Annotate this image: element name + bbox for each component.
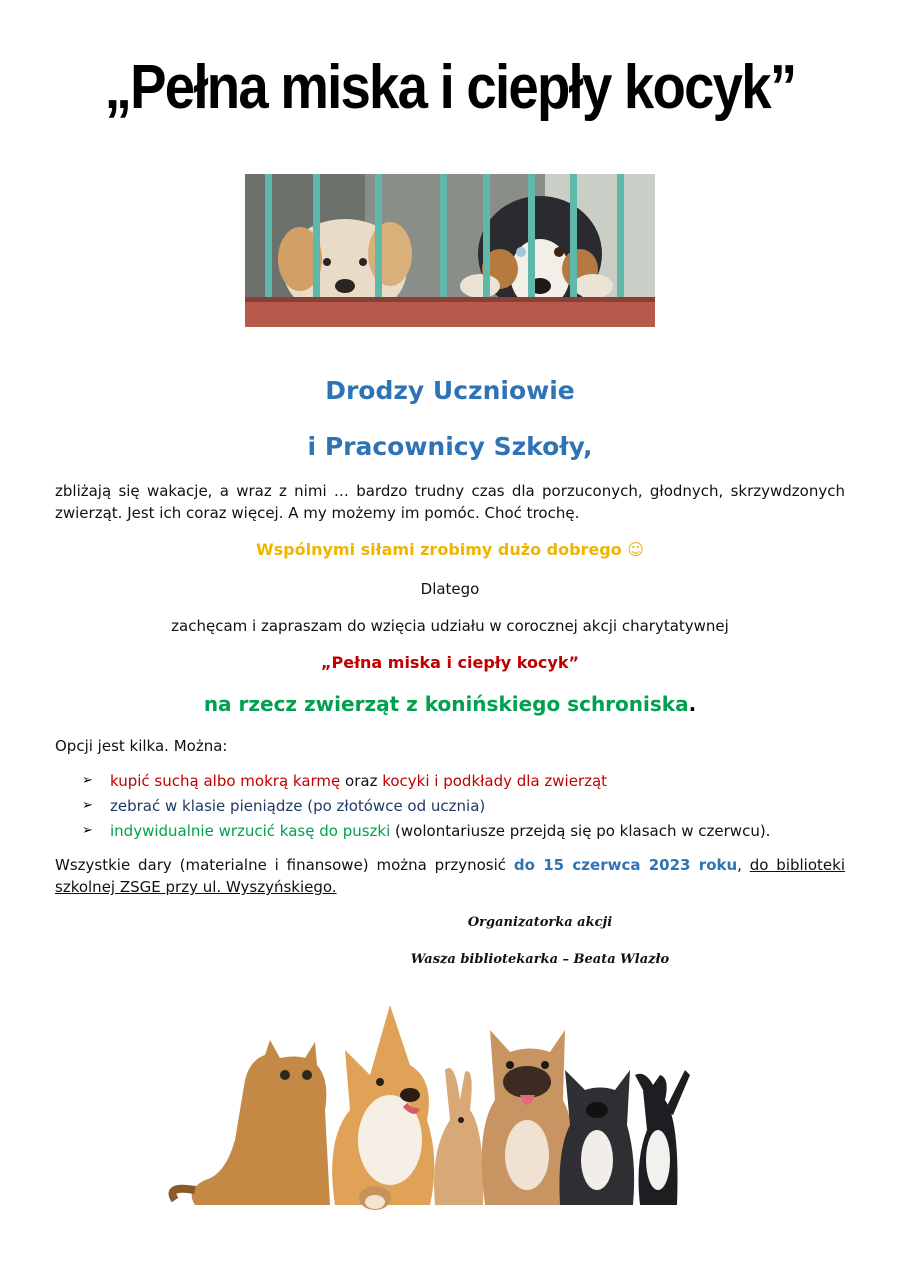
action-name: „Pełna miska i ciepły kocyk” bbox=[320, 653, 579, 672]
option-box: indywidualnie wrzucić kasę do puszki bbox=[110, 822, 391, 840]
donations-place: do biblioteki szkolnej ZSGE przy ul. Wyszyńskiego. bbox=[55, 856, 845, 896]
list-item bbox=[82, 770, 770, 795]
greeting-line-2: i Pracownicy Szkoły, bbox=[307, 432, 593, 461]
option-text bbox=[110, 820, 770, 842]
option-money: zebrać w klasie pieniądze (po złotówce od ucznia) bbox=[110, 797, 486, 815]
together-slogan: Wspólnymi siłami zrobimy dużo dobrego ☺ bbox=[256, 540, 644, 559]
options-intro: Opcji jest kilka. Można: bbox=[55, 737, 228, 755]
poster-title: „Pełna miska i ciepły kocyk” bbox=[104, 53, 796, 122]
option-blankets: kocyki i podkłady dla zwierząt bbox=[382, 772, 608, 790]
option-connector: oraz bbox=[340, 772, 383, 790]
donations-comma: , bbox=[737, 856, 750, 874]
signature-role: Organizatorka akcji bbox=[467, 915, 613, 930]
purpose-text: na rzecz zwierząt z konińskiego schroniska bbox=[203, 692, 689, 716]
arrow-bullet-icon: ➢ bbox=[82, 823, 93, 838]
options-list bbox=[82, 770, 770, 845]
purpose-dot: . bbox=[688, 692, 697, 716]
list-item bbox=[82, 820, 770, 845]
option-text bbox=[110, 770, 607, 792]
greeting-line-1: Drodzy Uczniowie bbox=[325, 376, 575, 405]
dogs-behind-bars-photo bbox=[245, 174, 655, 327]
list-item bbox=[82, 795, 770, 820]
arrow-bullet-icon: ➢ bbox=[82, 773, 93, 788]
dlatego-line: Dlatego bbox=[420, 580, 480, 598]
option-food: kupić suchą albo mokrą karmę bbox=[110, 772, 341, 790]
deadline-date: do 15 czerwca 2023 roku bbox=[513, 856, 738, 874]
signature-name: Wasza bibliotekarka – Beata Wlazło bbox=[410, 952, 670, 967]
purpose-line bbox=[0, 692, 900, 716]
option-box-note: (wolontariusze przejdą się po klasach w czerwcu). bbox=[390, 822, 771, 840]
arrow-bullet-icon: ➢ bbox=[82, 798, 93, 813]
pets-group-photo bbox=[165, 990, 725, 1220]
donations-paragraph bbox=[55, 854, 845, 898]
invitation-line: zachęcam i zapraszam do wzięcia udziału w corocznej akcji charytatywnej bbox=[171, 617, 729, 635]
intro-paragraph: zbliżają się wakacje, a wraz z nimi … bardzo trudny czas dla porzuconych, głodnych, skrzywdzonych zwierząt. Jest ich coraz więcej. A my możemy im pomóc. Choć trochę. bbox=[55, 482, 845, 522]
donations-text: Wszystkie dary (materialne i finansowe) można przynosić bbox=[55, 856, 514, 874]
